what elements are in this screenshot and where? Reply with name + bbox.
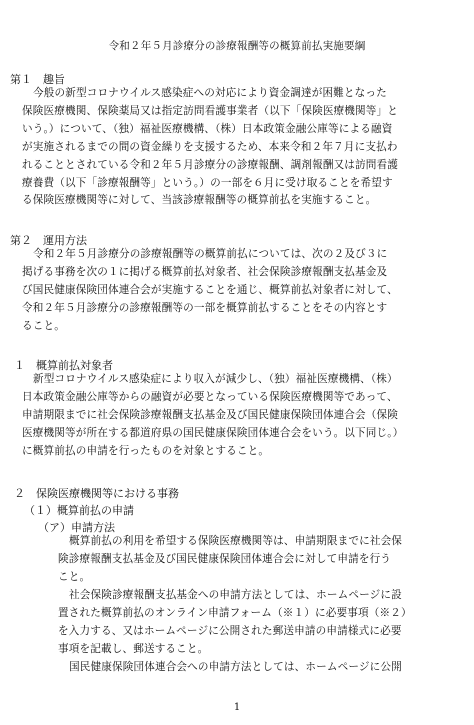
item-2-para-2-line: 社会保険診療報酬支払基金への申請方法としては、ホームページに設	[69, 589, 402, 601]
item-1-body	[22, 371, 462, 461]
section-1-line: 保険医療機関、保険薬局又は指定訪問看護事業者（以下「保険医療機関等」と	[22, 104, 399, 117]
item-2-para-1-line: こと。	[58, 570, 91, 583]
item-2-heading: ２ 保険医療機関等における事務	[14, 487, 179, 500]
section-2-heading: 第２ 運用方法	[10, 234, 87, 247]
section-1-line: れることとされている令和２年５月診療分の診療報酬、調剤報酬又は訪問看護	[22, 158, 399, 171]
section-2-line: 掲げる事務を次の１に掲げる概算前払対象者、社会保険診療報酬支払基金及	[22, 265, 388, 278]
item-1-line: 日本政策金融公庫等からの融資が必要となっている保険医療機関等であって、	[22, 390, 398, 403]
item-2-para-2-line: を入力する、又はホームページに公開された郵送申請の申請様式に必要	[58, 624, 402, 637]
section-1-body	[22, 85, 462, 210]
section-1-line: る保険医療機関等に対して、当該診療報酬等の概算前払を実施すること。	[22, 194, 377, 207]
item-2-para-3-line: 国民健康保険団体連合会への申請方法としては、ホームページに公開	[69, 661, 402, 673]
page-number: 1	[233, 702, 241, 713]
section-1-line: 療養費（以下「診療報酬等」という。）の一部を６月に受け取ることを希望す	[22, 176, 393, 189]
section-2-line: ること。	[22, 319, 65, 332]
item-2-paragraph-1	[58, 533, 464, 587]
item-2-para-2-line: 事項を記載し、郵送すること。	[58, 642, 209, 655]
section-2-body	[22, 246, 462, 336]
item-2-para-2-line: 置された概算前払のオンライン申請フォーム（※１）に必要事項（※２）	[58, 606, 412, 619]
item-2-subheading-1: （１）概算前払の申請	[24, 504, 134, 517]
section-2-line: 令和２年５月診療分の診療報酬等の一部を概算前払することをその内容とす	[22, 301, 388, 314]
section-1-heading: 第１ 趣旨	[10, 73, 65, 86]
item-2-paragraph-2	[58, 587, 464, 659]
item-1-line: 新型コロナウイルス感染症により収入が減少し、（独）福祉医療機構、（株）	[33, 373, 398, 385]
section-1-line: いう。）について、（独）福祉医療機構、（株）日本政策金融公庫等による融資	[22, 122, 393, 135]
item-1-line: 申請期限までに社会保険診療報酬支払基金及び国民健康保険団体連合会（保険	[22, 408, 399, 421]
section-2-line: 令和２年５月診療分の診療報酬等の概算前払については、次の２及び３に	[33, 248, 388, 260]
item-2-subheading-2: （ア）申請方法	[38, 521, 115, 534]
document-title: 令和２年５月診療分の診療報酬等の概算前払実施要綱	[108, 40, 366, 52]
item-1-heading: １ 概算前払対象者	[14, 359, 113, 372]
item-2-para-1-line: 険診療報酬支払基金及び国民健康保険団体連合会に対して申請を行う	[58, 552, 392, 565]
section-1-line: 今般の新型コロナウイルス感染症への対応により資金調達が困難となった	[33, 87, 387, 99]
item-1-line: に概算前払の申請を行ったものを対象とすること。	[22, 444, 270, 457]
section-2-line: び国民健康保険団体連合会が実施することを通じ、概算前払対象者に対して、	[22, 283, 398, 296]
section-1-line: が実施されるまでの間の資金繰りを支援するため、本来令和２年７月に支払わ	[22, 140, 398, 153]
item-2-para-1-line: 概算前払の利用を希望する保険医療機関等は、申請期限までに社会保	[69, 535, 403, 547]
item-2-paragraph-3	[58, 659, 464, 677]
item-1-line: 医療機関等が所在する都道府県の国民健康保険団体連合会をいう。以下同じ。）	[22, 426, 404, 439]
